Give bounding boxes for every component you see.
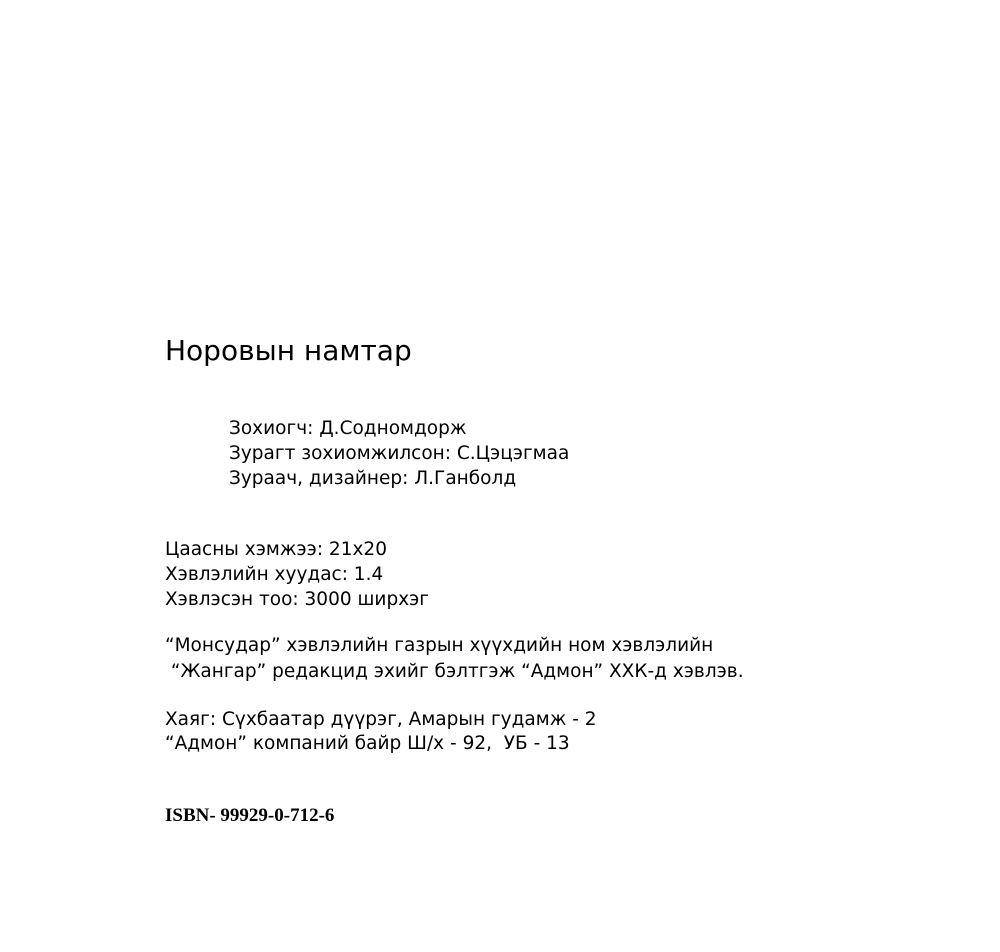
author-credit: Зохиогч: Д.Содномдорж xyxy=(229,418,467,439)
printing-sheets: Хэвлэлийн хуудас: 1.4 xyxy=(165,564,384,585)
illustration-concept-credit: Зурагт зохиомжилсон: С.Цэцэгмаа xyxy=(229,443,570,464)
isbn-number: ISBN- 99929-0-712-6 xyxy=(165,805,335,826)
paper-size: Цаасны хэмжээ: 21х20 xyxy=(165,539,387,560)
address-block xyxy=(165,708,597,756)
building-line: “Адмон” компаний байр Ш/х - 92, УБ - 13 xyxy=(165,733,570,754)
address-line: Хаяг: Сүхбаатар дүүрэг, Амарын гудамж - 2 xyxy=(165,709,597,730)
printer-line: “Жангар” редакцид эхийг бэлтгэж “Адмон” ХХК-д хэвлэв. xyxy=(165,660,744,682)
print-specs-block xyxy=(165,537,429,612)
publisher-line: “Монсудар” хэвлэлийн газрын хүүхдийн ном хэвлэлийн xyxy=(165,635,714,656)
print-run: Хэвлэсэн тоо: 3000 ширхэг xyxy=(165,589,430,610)
publisher-block xyxy=(165,633,744,684)
book-title: Норовын намтар xyxy=(165,334,412,367)
credits-block xyxy=(229,416,569,491)
illustrator-designer-credit: Зураач, дизайнер: Л.Ганболд xyxy=(229,468,517,489)
